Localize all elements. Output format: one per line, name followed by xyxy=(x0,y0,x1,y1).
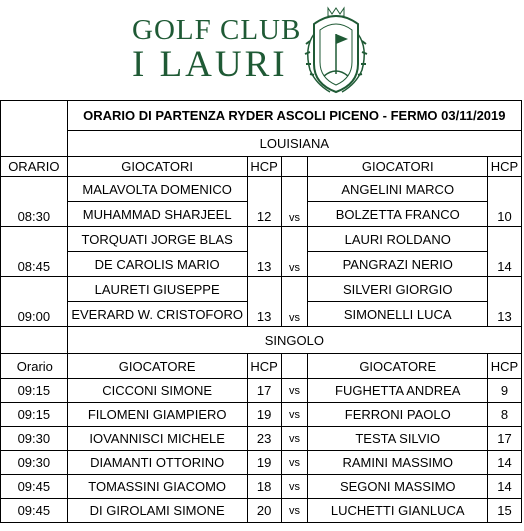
col-header-giocatori-left: GIOCATORI xyxy=(67,157,247,177)
player-name: SIMONELLI LUCA xyxy=(308,302,488,327)
table-row xyxy=(1,427,524,451)
vs-label: vs xyxy=(281,177,308,227)
vs-label: vs xyxy=(281,475,308,499)
table-row xyxy=(1,379,524,403)
col-header-vs-spacer xyxy=(281,354,308,379)
player-name: DI GIROLAMI SIMONE xyxy=(67,499,247,523)
vs-label: vs xyxy=(281,451,308,475)
table-row xyxy=(1,403,524,427)
singolo-header-row xyxy=(1,354,524,379)
col-header-giocatore-right: GIOCATORE xyxy=(308,354,488,379)
player-name: SEGONI MASSIMO xyxy=(308,475,488,499)
player-name: ANGELINI MARCO xyxy=(308,177,488,202)
hcp-value: 19 xyxy=(247,403,281,427)
vs-label: vs xyxy=(281,427,308,451)
hcp-value: 13 xyxy=(488,277,522,327)
hcp-value: 8 xyxy=(488,403,522,427)
player-name: TOMASSINI GIACOMO xyxy=(67,475,247,499)
col-header-hcp-right: HCP xyxy=(488,354,522,379)
player-name: MALAVOLTA DOMENICO xyxy=(67,177,247,202)
title-spacer xyxy=(1,101,68,131)
tee-time: 08:30 xyxy=(1,177,68,227)
hcp-value: 14 xyxy=(488,227,522,277)
tee-time: 09:15 xyxy=(1,379,68,403)
tee-time: 09:45 xyxy=(1,475,68,499)
table-row xyxy=(1,177,524,202)
col-header-hcp-right: HCP xyxy=(488,157,522,177)
player-name: IOVANNISCI MICHELE xyxy=(67,427,247,451)
louisiana-section-row xyxy=(1,131,524,157)
player-name: BOLZETTA FRANCO xyxy=(308,202,488,227)
col-header-hcp-left: HCP xyxy=(247,354,281,379)
player-name: LAURI ROLDANO xyxy=(308,227,488,252)
player-name: FERRONI PAOLO xyxy=(308,403,488,427)
logo-line1: GOLF CLUB xyxy=(132,14,302,46)
vs-label: vs xyxy=(281,499,308,523)
table-row xyxy=(1,227,524,252)
club-crest-icon xyxy=(300,4,372,96)
hcp-value: 14 xyxy=(488,475,522,499)
singolo-title: SINGOLO xyxy=(67,327,521,354)
col-header-giocatori-right: GIOCATORI xyxy=(308,157,488,177)
page-title: ORARIO DI PARTENZA RYDER ASCOLI PICENO - FERMO 03/11/2019 xyxy=(67,101,521,131)
table-row xyxy=(1,499,524,523)
section-spacer xyxy=(1,327,68,354)
logo-line2: I LAURI xyxy=(132,44,288,85)
vs-label: vs xyxy=(281,277,308,327)
hcp-value: 10 xyxy=(488,177,522,227)
col-header-giocatore-left: GIOCATORE xyxy=(67,354,247,379)
vs-label: vs xyxy=(281,403,308,427)
player-name: SILVERI GIORGIO xyxy=(308,277,488,302)
player-name: CICCONI SIMONE xyxy=(67,379,247,403)
player-name: FUGHETTA ANDREA xyxy=(308,379,488,403)
col-header-orario: ORARIO xyxy=(1,157,68,177)
club-header xyxy=(0,0,524,100)
hcp-value: 12 xyxy=(247,177,281,227)
hcp-value: 23 xyxy=(247,427,281,451)
hcp-value: 9 xyxy=(488,379,522,403)
tee-time: 09:45 xyxy=(1,499,68,523)
table-row xyxy=(1,451,524,475)
player-name: EVERARD W. CRISTOFORO xyxy=(67,302,247,327)
player-name: DIAMANTI OTTORINO xyxy=(67,451,247,475)
hcp-value: 13 xyxy=(247,227,281,277)
louisiana-header-row xyxy=(1,157,524,177)
hcp-value: 20 xyxy=(247,499,281,523)
player-name: TESTA SILVIO xyxy=(308,427,488,451)
player-name: RAMINI MASSIMO xyxy=(308,451,488,475)
singolo-section-row xyxy=(1,327,524,354)
player-name: MUHAMMAD SHARJEEL xyxy=(67,202,247,227)
hcp-value: 18 xyxy=(247,475,281,499)
louisiana-title: LOUISIANA xyxy=(67,131,521,157)
player-name: DE CAROLIS MARIO xyxy=(67,252,247,277)
col-header-hcp-left: HCP xyxy=(247,157,281,177)
hcp-value: 19 xyxy=(247,451,281,475)
title-row xyxy=(1,101,524,131)
tee-time: 09:30 xyxy=(1,427,68,451)
hcp-value: 13 xyxy=(247,277,281,327)
tee-time: 09:00 xyxy=(1,277,68,327)
player-name: FILOMENI GIAMPIERO xyxy=(67,403,247,427)
tee-time: 09:15 xyxy=(1,403,68,427)
hcp-value: 14 xyxy=(488,451,522,475)
tee-time: 08:45 xyxy=(1,227,68,277)
col-header-vs-spacer xyxy=(281,157,308,177)
player-name: LUCHETTI GIANLUCA xyxy=(308,499,488,523)
hcp-value: 17 xyxy=(247,379,281,403)
tee-times-table xyxy=(0,100,524,523)
col-header-orario: Orario xyxy=(1,354,68,379)
section-spacer xyxy=(1,131,68,157)
table-row xyxy=(1,277,524,302)
hcp-value: 15 xyxy=(488,499,522,523)
player-name: TORQUATI JORGE BLAS xyxy=(67,227,247,252)
vs-label: vs xyxy=(281,227,308,277)
player-name: LAURETI GIUSEPPE xyxy=(67,277,247,302)
table-row xyxy=(1,475,524,499)
tee-time: 09:30 xyxy=(1,451,68,475)
vs-label: vs xyxy=(281,379,308,403)
player-name: PANGRAZI NERIO xyxy=(308,252,488,277)
hcp-value: 17 xyxy=(488,427,522,451)
